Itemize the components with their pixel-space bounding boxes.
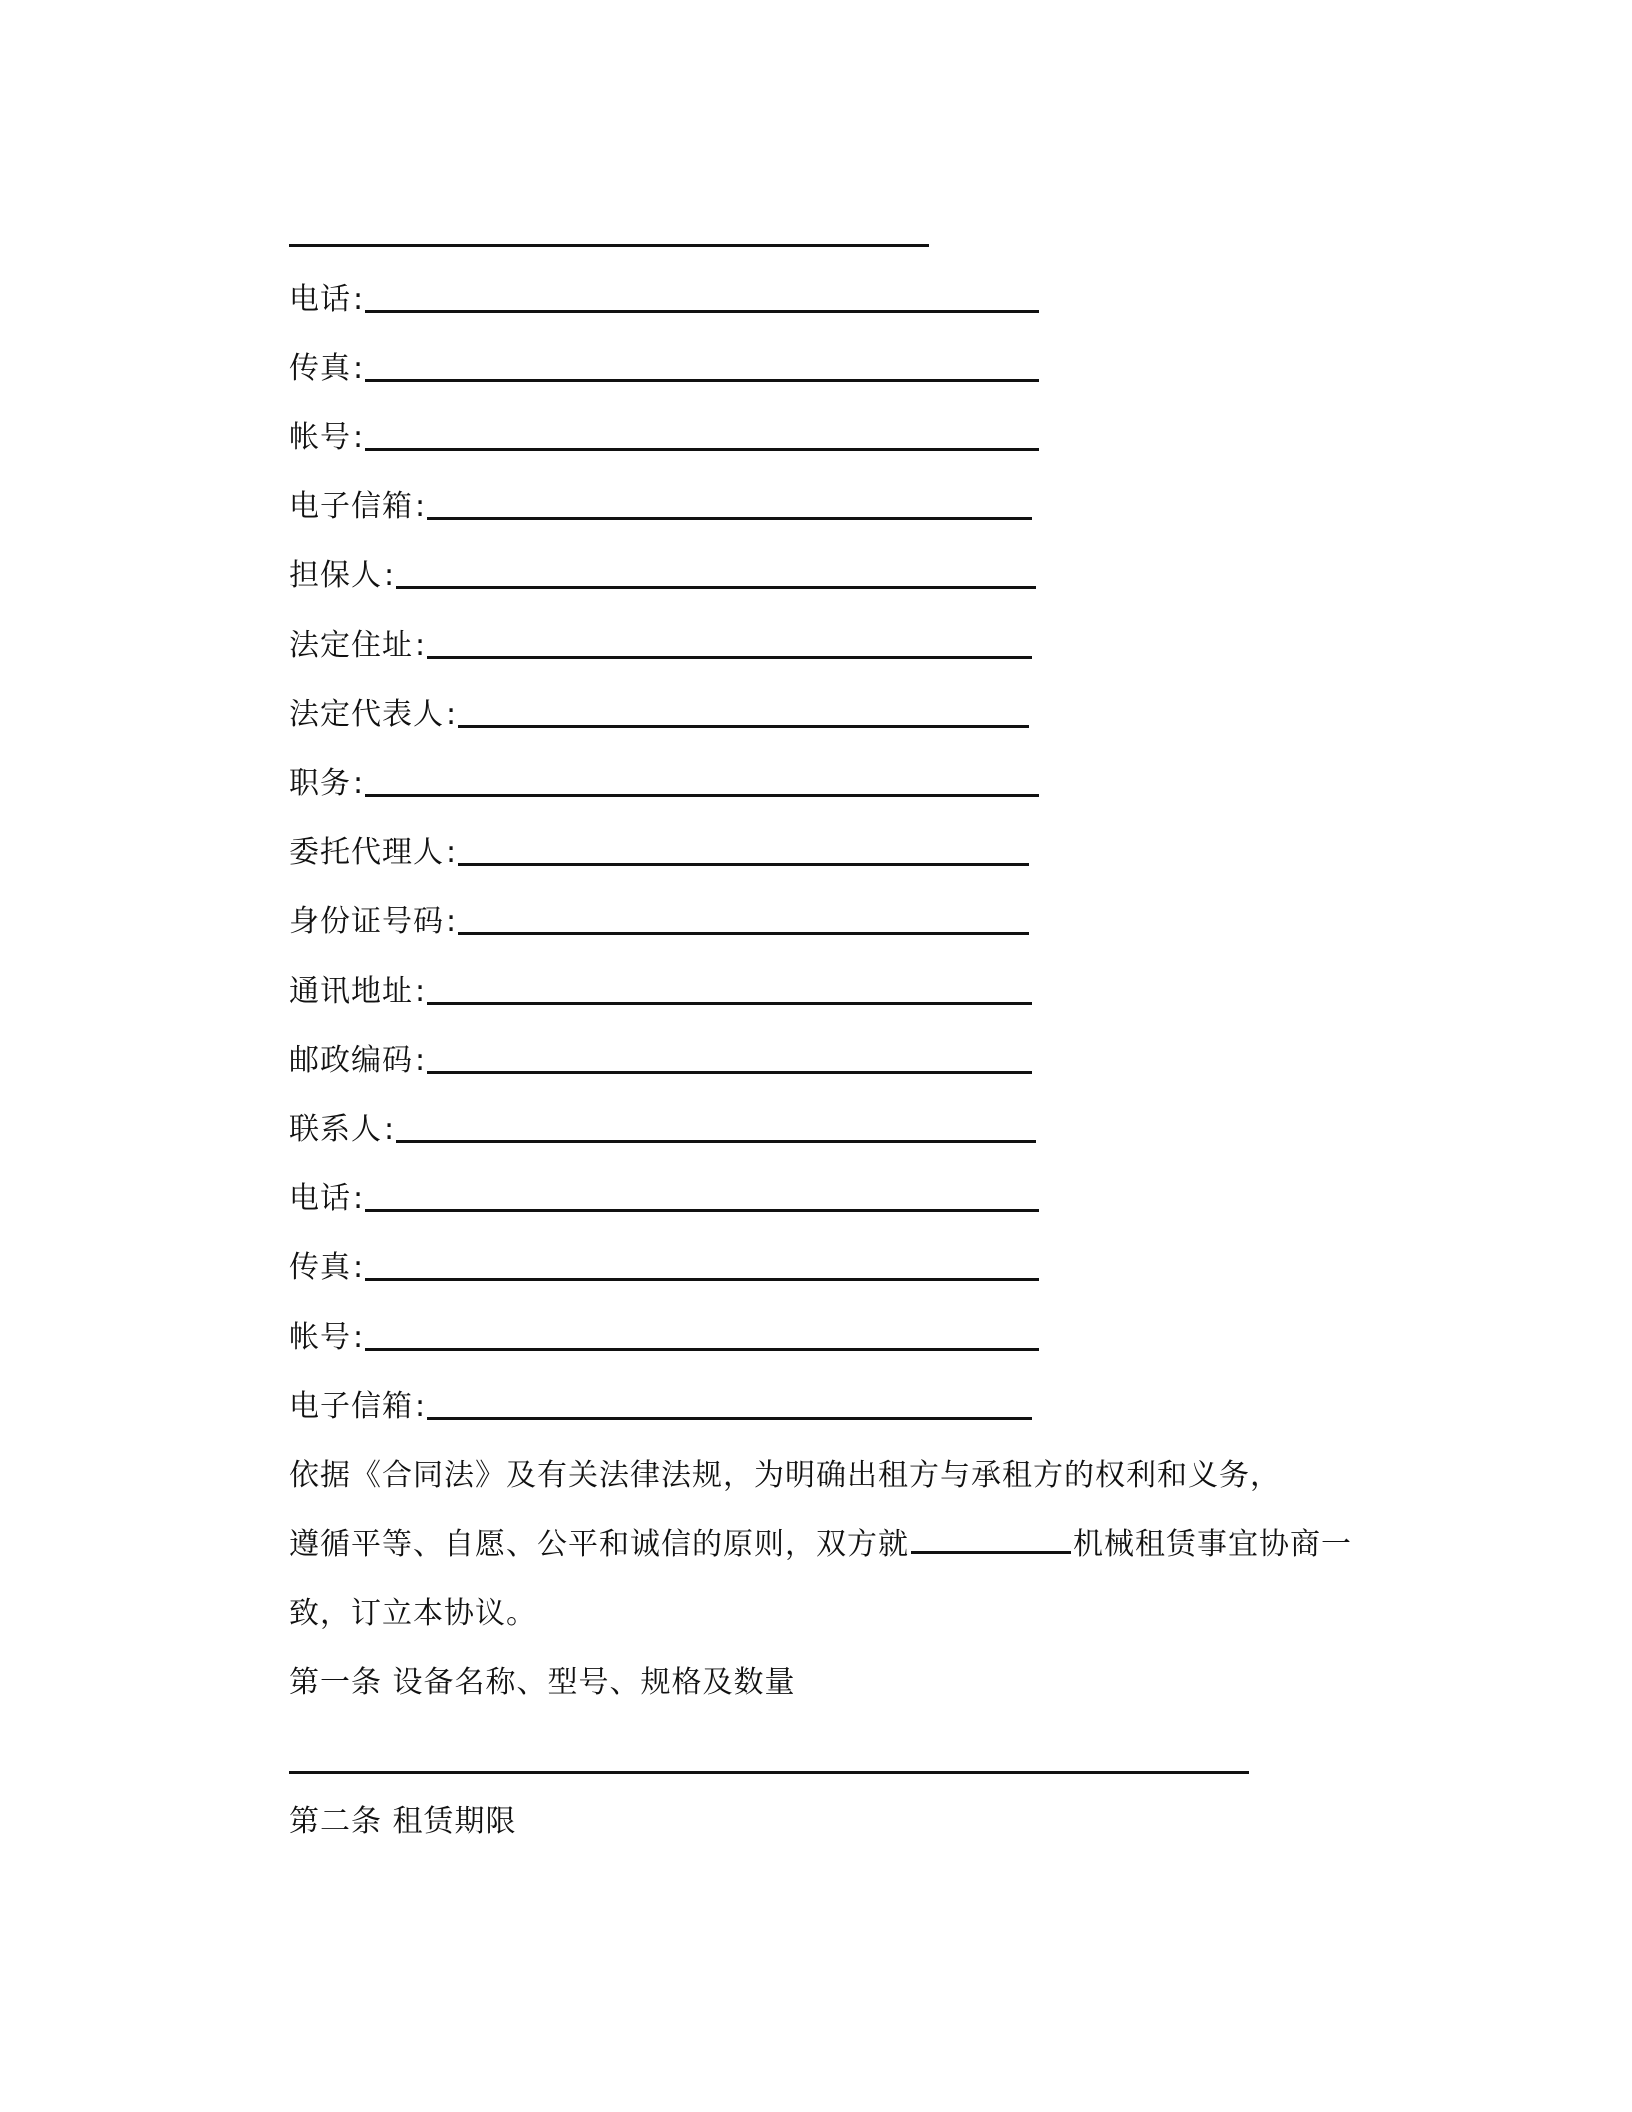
field-label: 电话 — [289, 1181, 351, 1216]
field-blank — [396, 1140, 1036, 1143]
field-label: 法定代表人 — [289, 697, 444, 732]
field-blank — [458, 932, 1029, 935]
field-label: 担保人 — [289, 558, 382, 593]
field-label: 委托代理人 — [289, 835, 444, 870]
field-colon: : — [446, 835, 457, 870]
field-postal-code — [289, 1039, 1032, 1083]
field-blank — [365, 1278, 1039, 1281]
field-colon: : — [446, 904, 457, 939]
field-phone-1 — [289, 278, 1039, 322]
field-blank — [458, 725, 1029, 728]
field-legal-representative — [289, 693, 1029, 737]
field-label: 电话 — [289, 282, 351, 317]
preamble-line-3: 致，订立本协议。 — [289, 1596, 537, 1631]
field-legal-address — [289, 624, 1032, 668]
field-colon: : — [415, 489, 426, 524]
field-colon: : — [384, 1112, 395, 1147]
field-blank — [427, 1002, 1032, 1005]
article-2-heading: 第二条 租赁期限 — [289, 1804, 517, 1839]
field-colon: : — [384, 558, 395, 593]
field-email-1 — [289, 485, 1032, 529]
field-position — [289, 762, 1039, 806]
field-label: 传真 — [289, 1250, 351, 1285]
field-label: 传真 — [289, 351, 351, 386]
equipment-blank — [911, 1523, 1071, 1554]
field-blank — [458, 863, 1029, 866]
field-blank — [365, 379, 1039, 382]
field-colon: : — [353, 1181, 364, 1216]
field-mailing-address — [289, 970, 1032, 1014]
field-blank — [427, 517, 1032, 520]
preamble-line-2 — [289, 1523, 1352, 1567]
field-label: 法定住址 — [289, 628, 413, 663]
field-colon: : — [415, 974, 426, 1009]
field-blank — [365, 310, 1039, 313]
preamble-line-2-end: 机械租赁事宜协商一 — [1073, 1527, 1352, 1562]
field-label: 帐号 — [289, 1320, 351, 1355]
field-colon: : — [415, 1389, 426, 1424]
field-phone-2 — [289, 1177, 1039, 1221]
field-label: 帐号 — [289, 420, 351, 455]
article-1-blank-line — [289, 1771, 1249, 1774]
field-blank — [427, 1071, 1032, 1074]
field-fax-2 — [289, 1246, 1039, 1290]
field-agent — [289, 831, 1029, 875]
field-colon: : — [353, 420, 364, 455]
field-email-2 — [289, 1385, 1032, 1429]
field-account-1 — [289, 416, 1039, 460]
field-colon: : — [415, 628, 426, 663]
field-colon: : — [353, 1250, 364, 1285]
field-colon: : — [353, 282, 364, 317]
field-label: 通讯地址 — [289, 974, 413, 1009]
field-colon: : — [446, 697, 457, 732]
top-blank-line — [289, 244, 929, 247]
field-blank — [365, 794, 1039, 797]
field-fax-1 — [289, 347, 1039, 391]
field-id-number — [289, 900, 1029, 944]
field-blank — [427, 1417, 1032, 1420]
field-blank — [365, 1348, 1039, 1351]
field-colon: : — [353, 351, 364, 386]
field-label: 身份证号码 — [289, 904, 444, 939]
field-label: 电子信箱 — [289, 489, 413, 524]
article-1-heading: 第一条 设备名称、型号、规格及数量 — [289, 1665, 796, 1700]
field-label: 邮政编码 — [289, 1043, 413, 1078]
field-label: 电子信箱 — [289, 1389, 413, 1424]
field-colon: : — [415, 1043, 426, 1078]
field-account-2 — [289, 1316, 1039, 1360]
field-contact-person — [289, 1108, 1036, 1152]
preamble-line-2-start: 遵循平等、自愿、公平和诚信的原则，双方就 — [289, 1527, 909, 1562]
field-blank — [365, 448, 1039, 451]
field-label: 职务 — [289, 766, 351, 801]
field-blank — [365, 1209, 1039, 1212]
field-colon: : — [353, 1320, 364, 1355]
field-guarantor — [289, 554, 1036, 598]
field-blank — [396, 586, 1036, 589]
preamble-line-1: 依据《合同法》及有关法律法规，为明确出租方与承租方的权利和义务， — [289, 1458, 1281, 1493]
field-colon: : — [353, 766, 364, 801]
field-blank — [427, 656, 1032, 659]
field-label: 联系人 — [289, 1112, 382, 1147]
